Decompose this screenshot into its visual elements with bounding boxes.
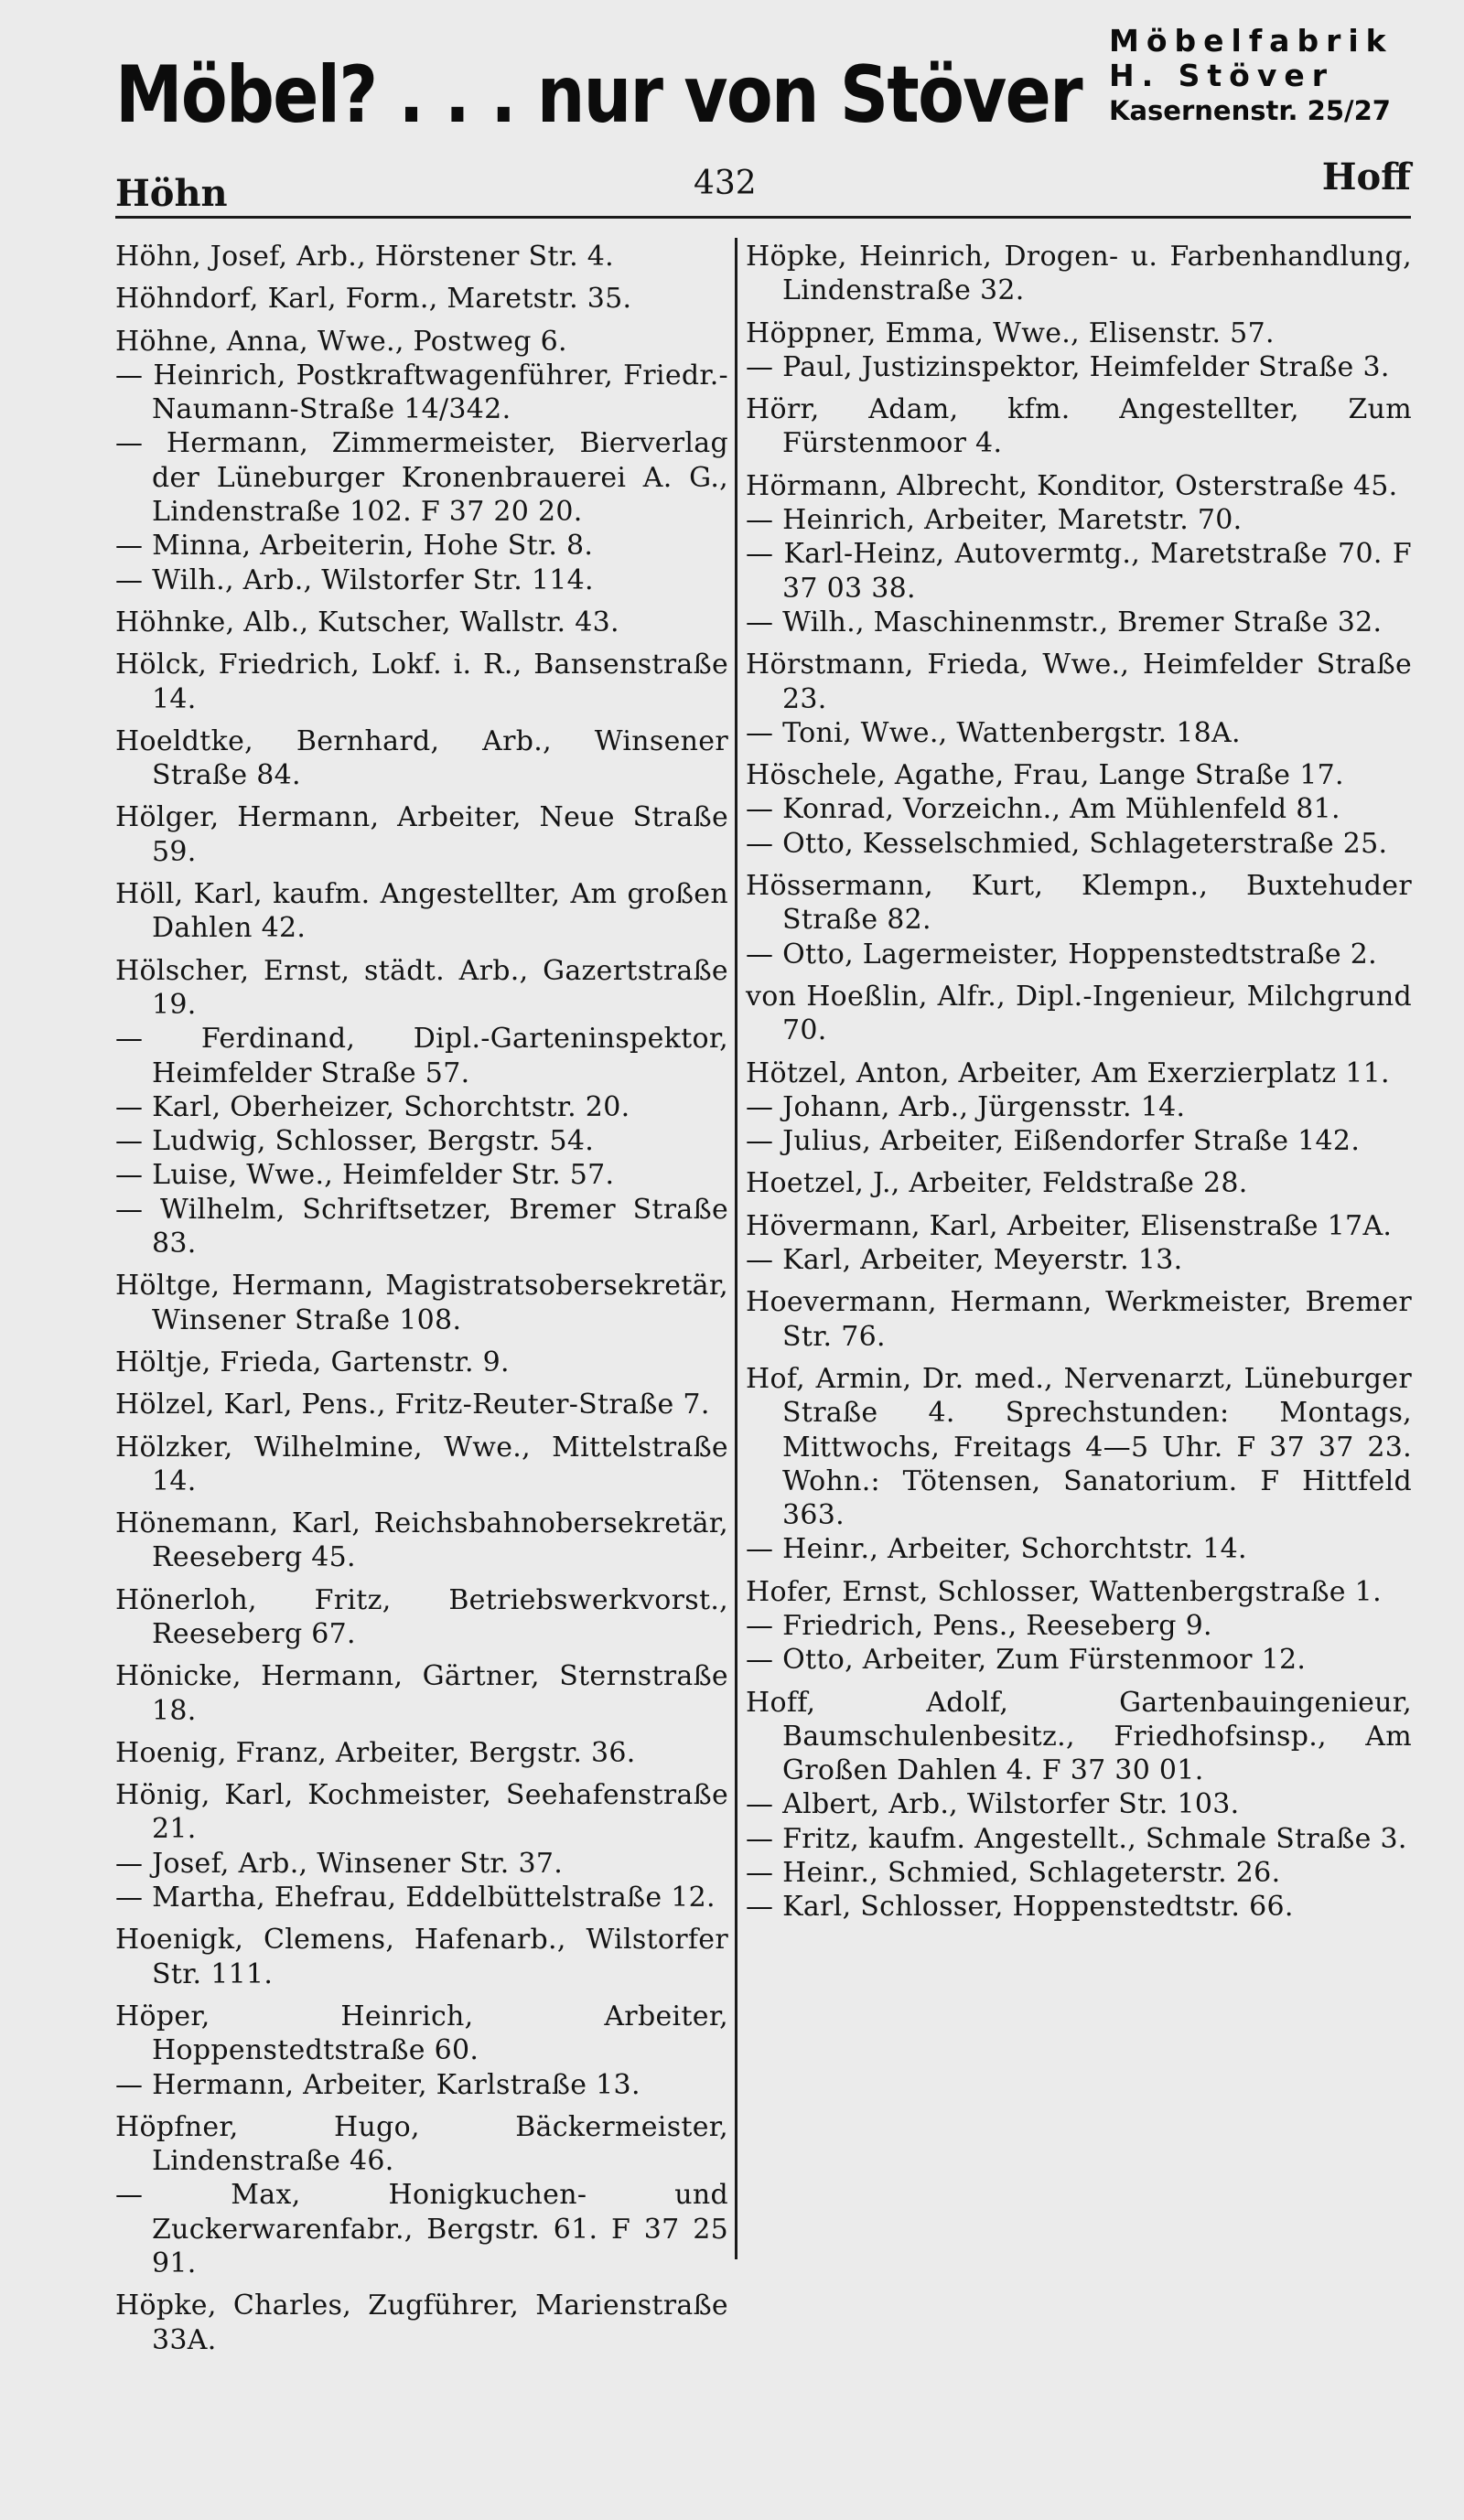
directory-entry: Höhne, Anna, Wwe., Postweg 6.: [115, 325, 567, 358]
directory-entry: Höltje, Frieda, Gartenstr. 9.: [115, 1346, 510, 1378]
directory-entry: Hoeldtke, Bernhard, Arb., Winsener Straße 84.: [115, 724, 728, 792]
directory-entry: — Wilhelm, Schriftsetzer, Bremer Straße 83.: [115, 1193, 728, 1260]
advert-company-address: Kasernenstr. 25/27: [1109, 95, 1391, 126]
directory-entry: Hörr, Adam, kfm. Angestellter, Zum Fürstenmoor 4.: [746, 393, 1412, 460]
directory-entry: Höhnke, Alb., Kutscher, Wallstr. 43.: [115, 606, 619, 638]
left-column: [115, 240, 728, 2357]
directory-entry: Höschele, Agathe, Frau, Lange Straße 17.: [746, 759, 1344, 792]
directory-entry: Hövermann, Karl, Arbeiter, Elisenstraße 17A.: [746, 1209, 1393, 1242]
advert-company-block: [1109, 24, 1411, 128]
header-rule: [115, 216, 1411, 219]
advert-company-name: H. Stöver: [1109, 58, 1335, 93]
directory-entry: Höltge, Hermann, Magistratsobersekretär, Winsener Straße 108.: [115, 1270, 728, 1336]
running-header-first-name: Höhn: [115, 172, 228, 215]
advert-slogan: Möbel? . . . nur von Stöver: [115, 49, 1082, 141]
directory-entry: — Wilh., Arb., Wilstorfer Str. 114.: [115, 563, 594, 596]
directory-entry: — Heinrich, Arbeiter, Maretstr. 70.: [746, 504, 1243, 537]
directory-entry: Hoetzel, J., Arbeiter, Feldstraße 28.: [746, 1167, 1248, 1200]
directory-entry: Hötzel, Anton, Arbeiter, Am Exerzierplatz 11.: [746, 1056, 1390, 1089]
directory-entry: — Julius, Arbeiter, Eißendorfer Straße 142.: [746, 1125, 1361, 1158]
header-advertisement: [115, 16, 1411, 154]
directory-entry: — Otto, Lagermeister, Hoppenstedtstraße 2.: [746, 938, 1378, 970]
directory-entry: Hörmann, Albrecht, Konditor, Osterstraße 45.: [746, 469, 1398, 502]
directory-entry: Hof, Armin, Dr. med., Nervenarzt, Lüneburger Straße 4. Sprechstunden: Montags, Mittwochs, Freitags 4—5 Uhr. F 37 37 23. Wohn.: Tötensen, Sanatorium. F Hittfeld 363.: [746, 1362, 1412, 1532]
directory-entry: Hönicke, Hermann, Gärtner, Sternstraße 18.: [115, 1660, 728, 1727]
directory-entry: Höhn, Josef, Arb., Hörstener Str. 4.: [115, 241, 614, 273]
directory-entry: Hoevermann, Hermann, Werkmeister, Bremer Str. 76.: [746, 1286, 1412, 1353]
directory-entry: Hölger, Hermann, Arbeiter, Neue Straße 59.: [115, 801, 728, 868]
directory-entry: Hoenigk, Clemens, Hafenarb., Wilstorfer Str. 111.: [115, 1924, 728, 1990]
directory-entry: Hönemann, Karl, Reichsbahnobersekretär, Reeseberg 45.: [115, 1507, 728, 1574]
directory-entry: — Otto, Arbeiter, Zum Fürstenmoor 12.: [746, 1644, 1307, 1677]
directory-entry: Hölzel, Karl, Pens., Fritz-Reuter-Straße 7.: [115, 1389, 710, 1421]
directory-entry: Hölck, Friedrich, Lokf. i. R., Bansenstraße 14.: [115, 649, 728, 715]
running-header-last-name: Hoff: [1321, 155, 1411, 198]
directory-entry: — Max, Honigkuchen- und Zuckerwarenfabr., Bergstr. 61. F 37 25 91.: [115, 2179, 728, 2280]
directory-entry: — Karl, Arbeiter, Meyerstr. 13.: [746, 1244, 1183, 1277]
right-column: [746, 240, 1412, 1925]
directory-entry: Hönig, Karl, Kochmeister, Seehafenstraße 21.: [115, 1779, 728, 1846]
directory-entry: — Minna, Arbeiterin, Hohe Str. 8.: [115, 530, 594, 563]
directory-entry: Höpke, Heinrich, Drogen- u. Farbenhandlung, Lindenstraße 32.: [746, 241, 1412, 307]
directory-entry: Höpfner, Hugo, Bäckermeister, Lindenstraße 46.: [115, 2110, 728, 2178]
directory-entry: — Karl, Oberheizer, Schorchtstr. 20.: [115, 1090, 630, 1123]
directory-entry: — Toni, Wwe., Wattenbergstr. 18A.: [746, 716, 1241, 749]
directory-entry: — Johann, Arb., Jürgensstr. 14.: [746, 1090, 1186, 1123]
directory-entry: Hössermann, Kurt, Klempn., Buxtehuder Straße 82.: [746, 870, 1412, 937]
directory-entry: Hoenig, Franz, Arbeiter, Bergstr. 36.: [115, 1736, 636, 1769]
directory-entry: Höll, Karl, kaufm. Angestellter, Am großen Dahlen 42.: [115, 878, 728, 945]
directory-entry: Höpke, Charles, Zugführer, Marienstraße 33A.: [115, 2289, 728, 2356]
directory-entry: — Karl-Heinz, Autovermtg., Maretstraße 70. F 37 03 38.: [746, 538, 1412, 605]
directory-entry: Hölzker, Wilhelmine, Wwe., Mittelstraße 14.: [115, 1431, 728, 1497]
directory-entry: Höper, Heinrich, Arbeiter, Hoppenstedtstraße 60.: [115, 2000, 728, 2067]
directory-entry: von Hoeßlin, Alfr., Dipl.-Ingenieur, Milchgrund 70.: [746, 980, 1412, 1047]
directory-entry: Hoff, Adolf, Gartenbauingenieur, Baumschulenbesitz., Friedhofsinsp., Am Großen Dahlen 4. F 37 30 01.: [746, 1686, 1412, 1787]
directory-entry: — Martha, Ehefrau, Eddelbüttelstraße 12.: [115, 1882, 716, 1914]
column-divider: [735, 238, 737, 2259]
directory-entry: — Wilh., Maschinenmstr., Bremer Straße 32.: [746, 606, 1383, 638]
directory-entry: — Friedrich, Pens., Reeseberg 9.: [746, 1609, 1212, 1642]
directory-entry: — Hermann, Zimmermeister, Bierverlag der Lüneburger Kronenbrauerei A. G., Lindenstraße 102. F 37 20 20.: [115, 427, 728, 529]
directory-entry: Höppner, Emma, Wwe., Elisenstr. 57.: [746, 316, 1275, 349]
directory-entry: — Luise, Wwe., Heimfelder Str. 57.: [115, 1159, 615, 1192]
directory-entry: Hörstmann, Frieda, Wwe., Heimfelder Straße 23.: [746, 649, 1412, 715]
directory-entry: Hölscher, Ernst, städt. Arb., Gazertstraße 19.: [115, 954, 728, 1021]
directory-entry: — Heinr., Schmied, Schlageterstr. 26.: [746, 1857, 1281, 1890]
page-number: 432: [694, 165, 757, 202]
directory-entry: Höhndorf, Karl, Form., Maretstr. 35.: [115, 283, 632, 316]
directory-entry: — Hermann, Arbeiter, Karlstraße 13.: [115, 2068, 640, 2101]
directory-entry: Hofer, Ernst, Schlosser, Wattenbergstraße 1.: [746, 1575, 1382, 1608]
directory-entry: — Josef, Arb., Winsener Str. 37.: [115, 1847, 564, 1880]
directory-entry: — Otto, Kesselschmied, Schlageterstraße 25.: [746, 827, 1388, 860]
directory-entry: — Fritz, kaufm. Angestellt., Schmale Straße 3.: [746, 1822, 1407, 1855]
directory-entry: — Heinrich, Postkraftwagenführer, Friedr.-Naumann-Straße 14/342.: [115, 359, 728, 426]
directory-entry: — Ludwig, Schlosser, Bergstr. 54.: [115, 1125, 595, 1158]
advert-company-line: Möbelfabrik: [1109, 23, 1394, 59]
directory-entry: — Ferdinand, Dipl.-Garteninspektor, Heimfelder Straße 57.: [115, 1023, 728, 1089]
directory-entry: — Albert, Arb., Wilstorfer Str. 103.: [746, 1788, 1240, 1821]
running-header: [115, 146, 1411, 215]
directory-entry: — Konrad, Vorzeichn., Am Mühlenfeld 81.: [746, 793, 1340, 826]
directory-entry: — Heinr., Arbeiter, Schorchtstr. 14.: [746, 1533, 1247, 1566]
directory-entry: — Paul, Justizinspektor, Heimfelder Straße 3.: [746, 350, 1390, 383]
directory-entry: — Karl, Schlosser, Hoppenstedtstr. 66.: [746, 1891, 1294, 1924]
directory-entry: Hönerloh, Fritz, Betriebswerkvorst., Reeseberg 67.: [115, 1583, 728, 1650]
